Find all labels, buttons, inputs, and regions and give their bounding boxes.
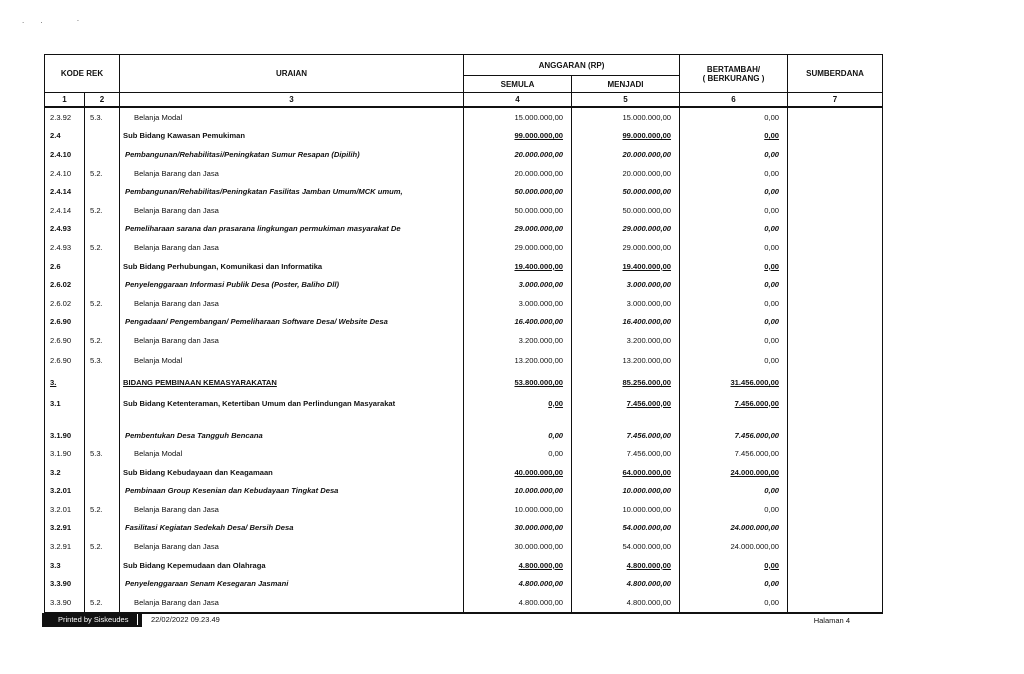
cell-uraian: Belanja Barang dan Jasa: [120, 500, 464, 519]
cell-menjadi: 3.000.000,00: [572, 294, 680, 313]
cell-semula: 29.000.000,00: [464, 220, 572, 239]
col-number-1: 1: [45, 93, 85, 108]
table-row: [45, 500, 883, 519]
table-row: [45, 350, 883, 372]
cell-semula: 19.400.000,00: [464, 257, 572, 276]
cell-kode: 3.2.91: [45, 537, 85, 556]
cell-sumberdana: [788, 294, 883, 313]
cell-menjadi: 7.456.000,00: [572, 394, 680, 413]
cell-semula: 50.000.000,00: [464, 201, 572, 220]
cell-semula: 99.000.000,00: [464, 127, 572, 146]
cell-menjadi: 29.000.000,00: [572, 220, 680, 239]
cell-rek: 5.3.: [85, 107, 120, 127]
cell-rek: [85, 313, 120, 332]
printed-by-label: Printed by Siskeudes: [58, 615, 129, 624]
cell-selisih: 0,00: [680, 182, 788, 201]
cell-rek: [85, 145, 120, 164]
cell-sumberdana: [788, 537, 883, 556]
cell-uraian: BIDANG PEMBINAAN KEMASYARAKATAN: [120, 372, 464, 394]
cell-kode: 2.4: [45, 127, 85, 146]
cell-rek: [85, 556, 120, 575]
cell-sumberdana: [788, 500, 883, 519]
cell-semula: 20.000.000,00: [464, 164, 572, 183]
cell-menjadi: 4.800.000,00: [572, 556, 680, 575]
cell-kode: 3.2.01: [45, 500, 85, 519]
cell-uraian: Belanja Modal: [120, 444, 464, 463]
cell-sumberdana: [788, 331, 883, 350]
cell-menjadi: 10.000.000,00: [572, 482, 680, 501]
cell-menjadi: 85.256.000,00: [572, 372, 680, 394]
cell-kode: 3.2: [45, 463, 85, 482]
header-uraian: URAIAN: [120, 55, 464, 93]
cell-uraian: Pembangunan/Rehabilitas/Peningkatan Fasilitas Jamban Umum/MCK umum,: [120, 182, 464, 201]
cell-menjadi: 4.800.000,00: [572, 593, 680, 613]
cell-kode: 2.6.90: [45, 313, 85, 332]
cell-sumberdana: [788, 372, 883, 394]
cell-kode: 3.2.01: [45, 482, 85, 501]
table-row: [45, 372, 883, 394]
cell-sumberdana: [788, 412, 883, 444]
cell-selisih: 0,00: [680, 313, 788, 332]
cell-selisih: 0,00: [680, 145, 788, 164]
cell-menjadi: 99.000.000,00: [572, 127, 680, 146]
cell-sumberdana: [788, 463, 883, 482]
budget-table: [44, 54, 883, 614]
cell-kode: 2.6.02: [45, 275, 85, 294]
cell-uraian: Belanja Barang dan Jasa: [120, 201, 464, 220]
cell-uraian: Pembentukan Desa Tangguh Bencana: [120, 412, 464, 444]
badge-separator: [137, 614, 138, 625]
cell-kode: 3.1.90: [45, 444, 85, 463]
header-anggaran: ANGGARAN (RP): [464, 55, 680, 76]
cell-semula: 30.000.000,00: [464, 519, 572, 538]
cell-kode: 3.1: [45, 394, 85, 413]
cell-rek: 5.2.: [85, 331, 120, 350]
cell-menjadi: 20.000.000,00: [572, 145, 680, 164]
cell-menjadi: 13.200.000,00: [572, 350, 680, 372]
table-body: [45, 107, 883, 613]
table-row: [45, 574, 883, 593]
col-number-6: 6: [680, 93, 788, 108]
cell-selisih: 0,00: [680, 500, 788, 519]
table-row: [45, 275, 883, 294]
cell-kode: 2.6: [45, 257, 85, 276]
cell-semula: 3.200.000,00: [464, 331, 572, 350]
cell-kode: 3.: [45, 372, 85, 394]
header-sumberdana: SUMBERDANA: [788, 55, 883, 93]
cell-sumberdana: [788, 238, 883, 257]
cell-rek: [85, 127, 120, 146]
cell-semula: 29.000.000,00: [464, 238, 572, 257]
cell-uraian: Penyelenggaraan Informasi Publik Desa (Poster, Baliho Dll): [120, 275, 464, 294]
cell-selisih: 7.456.000,00: [680, 394, 788, 413]
cell-kode: 2.4.14: [45, 201, 85, 220]
cell-sumberdana: [788, 220, 883, 239]
table-row: [45, 593, 883, 613]
cell-selisih: 0,00: [680, 275, 788, 294]
cell-semula: 4.800.000,00: [464, 593, 572, 613]
cell-uraian: Belanja Barang dan Jasa: [120, 164, 464, 183]
table-row: [45, 257, 883, 276]
cell-kode: 2.4.93: [45, 220, 85, 239]
cell-selisih: 24.000.000,00: [680, 519, 788, 538]
cell-menjadi: 54.000.000,00: [572, 537, 680, 556]
col-number-3: 3: [120, 93, 464, 108]
cell-uraian: Sub Bidang Ketenteraman, Ketertiban Umum dan Perlindungan Masyarakat: [120, 394, 464, 413]
cell-rek: 5.2.: [85, 500, 120, 519]
cell-semula: 30.000.000,00: [464, 537, 572, 556]
table-row: [45, 164, 883, 183]
table-row: [45, 537, 883, 556]
cell-rek: [85, 394, 120, 413]
table-row: [45, 238, 883, 257]
table-row: [45, 182, 883, 201]
cell-uraian: Belanja Barang dan Jasa: [120, 593, 464, 613]
cell-uraian: Belanja Modal: [120, 350, 464, 372]
cell-semula: 0,00: [464, 394, 572, 413]
col-number-2: 2: [85, 93, 120, 108]
cell-semula: 10.000.000,00: [464, 482, 572, 501]
cell-rek: 5.3.: [85, 444, 120, 463]
table-row: [45, 201, 883, 220]
printed-by-badge: [42, 613, 142, 627]
cell-uraian: Belanja Modal: [120, 107, 464, 127]
cell-sumberdana: [788, 593, 883, 613]
cell-semula: 53.800.000,00: [464, 372, 572, 394]
cell-sumberdana: [788, 556, 883, 575]
budget-table-sheet: [44, 54, 882, 614]
cell-rek: [85, 257, 120, 276]
cell-uraian: Sub Bidang Kebudayaan dan Keagamaan: [120, 463, 464, 482]
cell-menjadi: 16.400.000,00: [572, 313, 680, 332]
cell-semula: 40.000.000,00: [464, 463, 572, 482]
cell-semula: 10.000.000,00: [464, 500, 572, 519]
cell-uraian: Sub Bidang Kawasan Pemukiman: [120, 127, 464, 146]
cell-menjadi: 4.800.000,00: [572, 574, 680, 593]
cell-sumberdana: [788, 574, 883, 593]
cell-sumberdana: [788, 107, 883, 127]
cell-kode: 3.3: [45, 556, 85, 575]
cell-uraian: Belanja Barang dan Jasa: [120, 537, 464, 556]
cell-kode: 3.2.91: [45, 519, 85, 538]
cell-sumberdana: [788, 350, 883, 372]
cell-selisih: 7.456.000,00: [680, 412, 788, 444]
cell-kode: 3.3.90: [45, 593, 85, 613]
cell-menjadi: 20.000.000,00: [572, 164, 680, 183]
cell-semula: 3.000.000,00: [464, 294, 572, 313]
table-row: [45, 556, 883, 575]
cell-sumberdana: [788, 394, 883, 413]
cell-kode: 3.3.90: [45, 574, 85, 593]
cell-kode: 2.4.10: [45, 145, 85, 164]
cell-kode: 2.6.90: [45, 350, 85, 372]
cell-selisih: 0,00: [680, 127, 788, 146]
cell-kode: 2.4.93: [45, 238, 85, 257]
cell-menjadi: 19.400.000,00: [572, 257, 680, 276]
cell-semula: 13.200.000,00: [464, 350, 572, 372]
cell-uraian: Pengadaan/ Pengembangan/ Pemeliharaan Software Desa/ Website Desa: [120, 313, 464, 332]
cell-menjadi: 3.000.000,00: [572, 275, 680, 294]
cell-menjadi: 50.000.000,00: [572, 182, 680, 201]
cell-menjadi: 7.456.000,00: [572, 412, 680, 444]
cell-semula: 4.800.000,00: [464, 574, 572, 593]
cell-semula: 3.000.000,00: [464, 275, 572, 294]
cell-uraian: Sub Bidang Kepemudaan dan Olahraga: [120, 556, 464, 575]
cell-sumberdana: [788, 201, 883, 220]
cell-menjadi: 64.000.000,00: [572, 463, 680, 482]
cell-rek: [85, 412, 120, 444]
cell-uraian: Pembangunan/Rehabilitasi/Peningkatan Sumur Resapan (Dipilih): [120, 145, 464, 164]
scan-specks: .. ·: [22, 16, 96, 25]
table-row: [45, 412, 883, 444]
cell-rek: [85, 463, 120, 482]
header-bertambah-line2: ( BERKURANG ): [702, 73, 765, 83]
cell-selisih: 0,00: [680, 164, 788, 183]
cell-semula: 0,00: [464, 412, 572, 444]
cell-sumberdana: [788, 313, 883, 332]
cell-sumberdana: [788, 127, 883, 146]
cell-rek: 5.2.: [85, 593, 120, 613]
cell-rek: [85, 372, 120, 394]
col-number-7: 7: [788, 93, 883, 108]
cell-rek: 5.2.: [85, 537, 120, 556]
cell-uraian: Belanja Barang dan Jasa: [120, 238, 464, 257]
cell-semula: 4.800.000,00: [464, 556, 572, 575]
cell-semula: 16.400.000,00: [464, 313, 572, 332]
cell-sumberdana: [788, 519, 883, 538]
table-row: [45, 331, 883, 350]
table-row: [45, 463, 883, 482]
cell-kode: 2.3.92: [45, 107, 85, 127]
table-row: [45, 519, 883, 538]
cell-kode: 2.6.02: [45, 294, 85, 313]
cell-uraian: Penyelenggaraan Senam Kesegaran Jasmani: [120, 574, 464, 593]
cell-sumberdana: [788, 164, 883, 183]
cell-selisih: 0,00: [680, 257, 788, 276]
cell-selisih: 0,00: [680, 238, 788, 257]
cell-menjadi: 3.200.000,00: [572, 331, 680, 350]
cell-sumberdana: [788, 275, 883, 294]
cell-uraian: Fasilitasi Kegiatan Sedekah Desa/ Bersih Desa: [120, 519, 464, 538]
cell-menjadi: 50.000.000,00: [572, 201, 680, 220]
table-row: [45, 482, 883, 501]
cell-rek: 5.3.: [85, 350, 120, 372]
table-row: [45, 107, 883, 127]
cell-uraian: Pembinaan Group Kesenian dan Kebudayaan Tingkat Desa: [120, 482, 464, 501]
cell-sumberdana: [788, 145, 883, 164]
cell-rek: [85, 482, 120, 501]
header-menjadi: MENJADI: [572, 76, 680, 93]
print-timestamp: 22/02/2022 09.23.49: [151, 615, 220, 624]
cell-selisih: 0,00: [680, 220, 788, 239]
cell-selisih: 0,00: [680, 593, 788, 613]
cell-semula: 0,00: [464, 444, 572, 463]
cell-selisih: 0,00: [680, 294, 788, 313]
cell-selisih: 24.000.000,00: [680, 463, 788, 482]
cell-sumberdana: [788, 444, 883, 463]
header-semula: SEMULA: [464, 76, 572, 93]
cell-kode: 3.1.90: [45, 412, 85, 444]
cell-selisih: 0,00: [680, 201, 788, 220]
cell-rek: 5.2.: [85, 294, 120, 313]
cell-selisih: 0,00: [680, 331, 788, 350]
cell-menjadi: 15.000.000,00: [572, 107, 680, 127]
cell-menjadi: 7.456.000,00: [572, 444, 680, 463]
cell-rek: [85, 574, 120, 593]
cell-menjadi: 29.000.000,00: [572, 238, 680, 257]
header-bertambah-line1: BERTAMBAH/: [706, 64, 761, 74]
cell-menjadi: 54.000.000,00: [572, 519, 680, 538]
cell-menjadi: 10.000.000,00: [572, 500, 680, 519]
cell-kode: 2.6.90: [45, 331, 85, 350]
cell-semula: 15.000.000,00: [464, 107, 572, 127]
cell-kode: 2.4.14: [45, 182, 85, 201]
table-row: [45, 127, 883, 146]
cell-selisih: 24.000.000,00: [680, 537, 788, 556]
table-row: [45, 394, 883, 413]
cell-rek: [85, 275, 120, 294]
cell-selisih: 31.456.000,00: [680, 372, 788, 394]
cell-uraian: Sub Bidang Perhubungan, Komunikasi dan Informatika: [120, 257, 464, 276]
page-number: Halaman 4: [813, 616, 850, 625]
cell-rek: [85, 182, 120, 201]
cell-sumberdana: [788, 182, 883, 201]
cell-rek: 5.2.: [85, 164, 120, 183]
cell-selisih: 0,00: [680, 574, 788, 593]
cell-rek: 5.2.: [85, 238, 120, 257]
cell-sumberdana: [788, 482, 883, 501]
cell-uraian: Belanja Barang dan Jasa: [120, 294, 464, 313]
col-number-5: 5: [572, 93, 680, 108]
table-row: [45, 313, 883, 332]
table-row: [45, 444, 883, 463]
header-kode-rek: KODE REK: [45, 55, 120, 93]
cell-rek: [85, 519, 120, 538]
cell-uraian: Pemeliharaan sarana dan prasarana lingkungan permukiman masyarakat De: [120, 220, 464, 239]
cell-rek: 5.2.: [85, 201, 120, 220]
cell-semula: 50.000.000,00: [464, 182, 572, 201]
cell-sumberdana: [788, 257, 883, 276]
cell-semula: 20.000.000,00: [464, 145, 572, 164]
cell-selisih: 0,00: [680, 350, 788, 372]
cell-selisih: 7.456.000,00: [680, 444, 788, 463]
cell-selisih: 0,00: [680, 556, 788, 575]
page-footer: [42, 613, 882, 627]
header-bertambah: [680, 55, 788, 93]
cell-rek: [85, 220, 120, 239]
table-row: [45, 294, 883, 313]
cell-selisih: 0,00: [680, 107, 788, 127]
cell-kode: 2.4.10: [45, 164, 85, 183]
table-row: [45, 145, 883, 164]
cell-uraian: Belanja Barang dan Jasa: [120, 331, 464, 350]
table-row: [45, 220, 883, 239]
col-number-4: 4: [464, 93, 572, 108]
cell-selisih: 0,00: [680, 482, 788, 501]
